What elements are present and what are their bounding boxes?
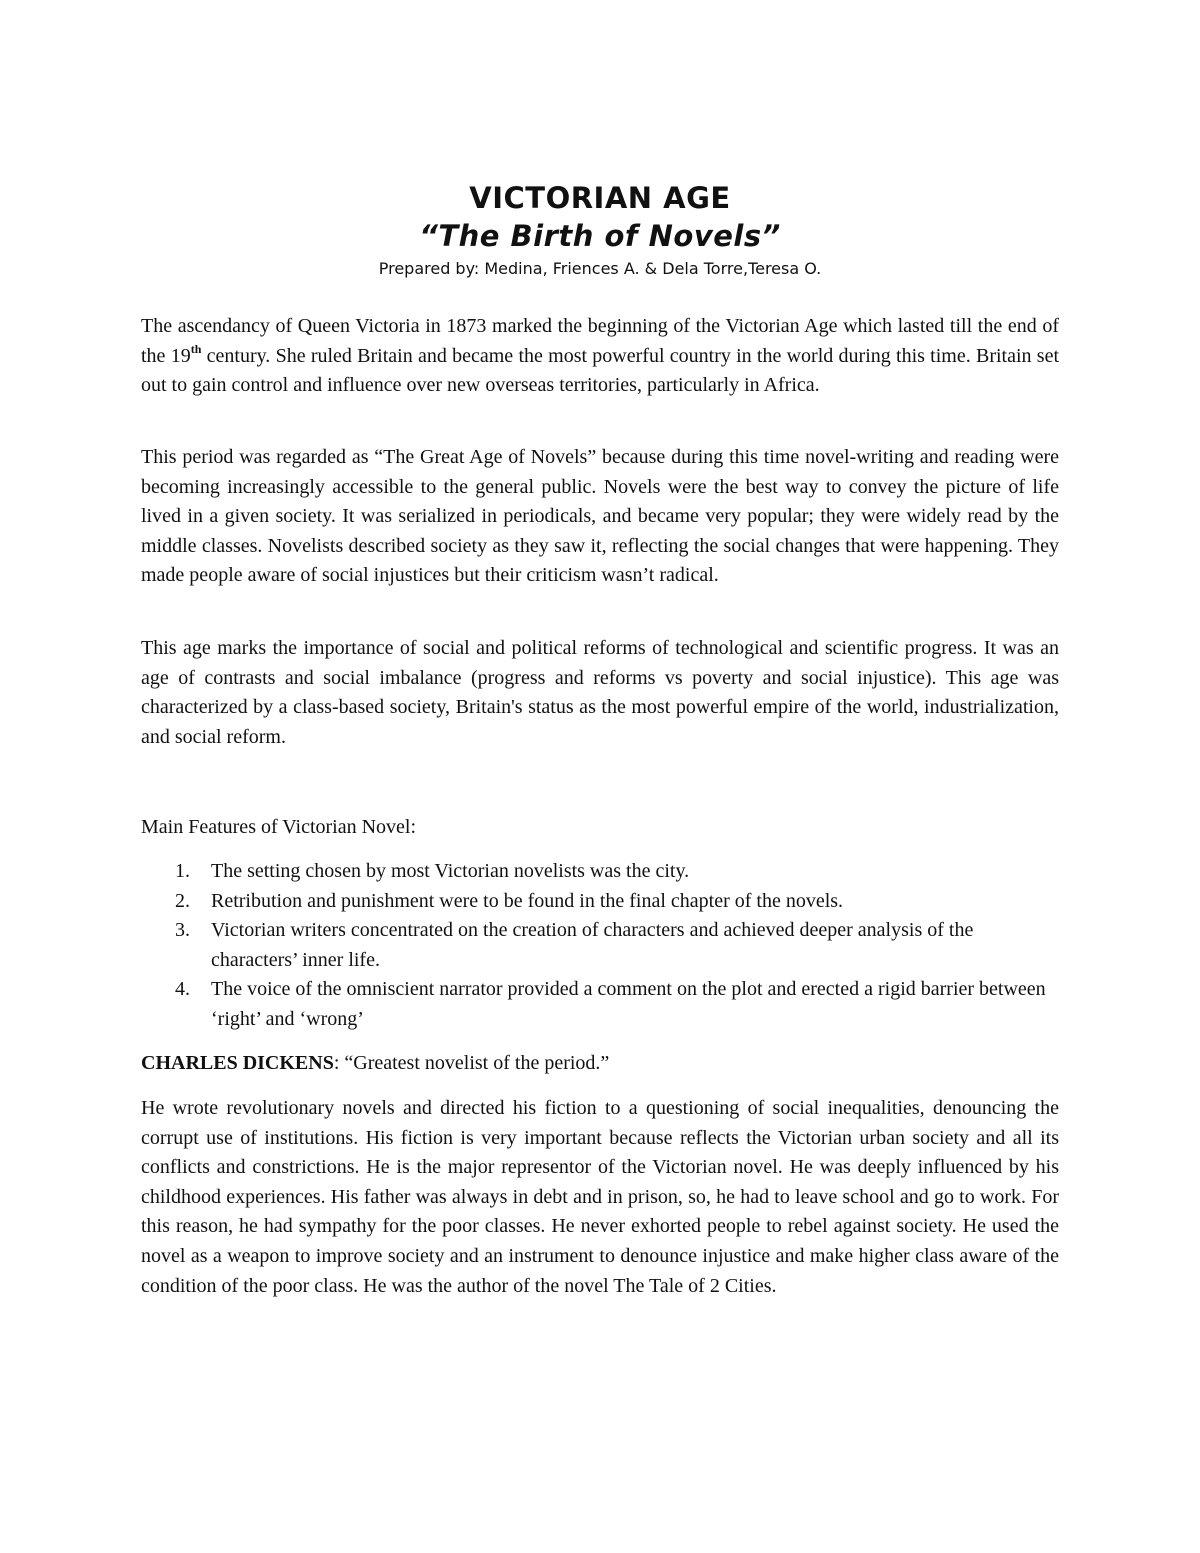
document-subtitle: “The Birth of Novels” [419, 219, 781, 253]
great-age-paragraph: This period was regarded as “The Great Age of Novels” because during this time novel-writing and reading were becoming increasingly accessible to the general public. Novels were the best way to convey the picture of life lived in a given society. It was serialized in periodicals, and became very popular; they were widely read by the middle classes. Novelists described society as they saw it, reflecting the social changes that were happening. They made people aware of social injustices but their criticism wasn’t radical. [141, 446, 1059, 587]
list-item-text: Retribution and punishment were to be found in the final chapter of the novels. [211, 889, 844, 912]
reforms-paragraph: This age marks the importance of social and political reforms of technological and scientific progress. It was an age of contrasts and social imbalance (progress and reforms vs poverty and social injustice). This age was characterized by a class-based society, Britain's status as the most powerful empire of the world, industrialization, and social reform. [141, 637, 1059, 748]
features-list [141, 857, 1059, 1035]
features-heading: Main Features of Victorian Novel: [141, 816, 417, 838]
list-item-number: 3. [175, 919, 190, 942]
document-title: VICTORIAN AGE [469, 181, 731, 215]
dickens-paragraph: He wrote revolutionary novels and directed his fiction to a questioning of social inequalities, denouncing the corrupt use of institutions. His fiction is very important because reflects the Victorian urban society and all its conflicts and constrictions. He is the major representor of the Victorian novel. He was deeply influenced by his childhood experiences. His father was always in debt and in prison, so, he had to leave school and go to work. For this reason, he had sympathy for the poor classes. He never exhorted people to rebel against society. He used the novel as a weapon to improve society and an instrument to denounce injustice and make higher class aware of the condition of the poor class. He was the author of the novel The Tale of 2 Cities. [141, 1097, 1059, 1297]
dickens-tagline: : “Greatest novelist of the period.” [333, 1052, 610, 1074]
list-item-text: The voice of the omniscient narrator provided a comment on the plot and erected a rigid barrier between ‘right’ and ‘wrong’ [211, 978, 1046, 1030]
list-item-number: 4. [175, 978, 190, 1001]
list-item [141, 857, 1059, 887]
intro-text-end: century. She ruled Britain and became the most powerful country in the world during this time. Britain set out to gain control and influence over new overseas territories, particularly in Africa. [141, 344, 1060, 397]
list-item [141, 887, 1059, 917]
ordinal-superscript: th [190, 341, 202, 356]
dickens-name: CHARLES DICKENS [141, 1052, 334, 1074]
list-item-text: Victorian writers concentrated on the creation of characters and achieved deeper analysis of the characters’ inner life. [211, 919, 974, 971]
list-item-number: 1. [175, 860, 190, 882]
dickens-heading [141, 1049, 1059, 1079]
list-item-text: The setting chosen by most Victorian novelists was the city. [211, 860, 690, 882]
intro-paragraph [141, 312, 1059, 401]
list-item-number: 2. [175, 889, 190, 912]
list-item [141, 975, 1059, 1034]
prepared-by-line: Prepared by: Medina, Friences A. & Dela Torre,Teresa O. [378, 259, 822, 278]
intro-text-start: The ascendancy of Queen Victoria in 1873 marked the beginning of the Victorian Age which lasted till the end of the 19 [141, 315, 1059, 367]
list-item [141, 916, 1059, 975]
